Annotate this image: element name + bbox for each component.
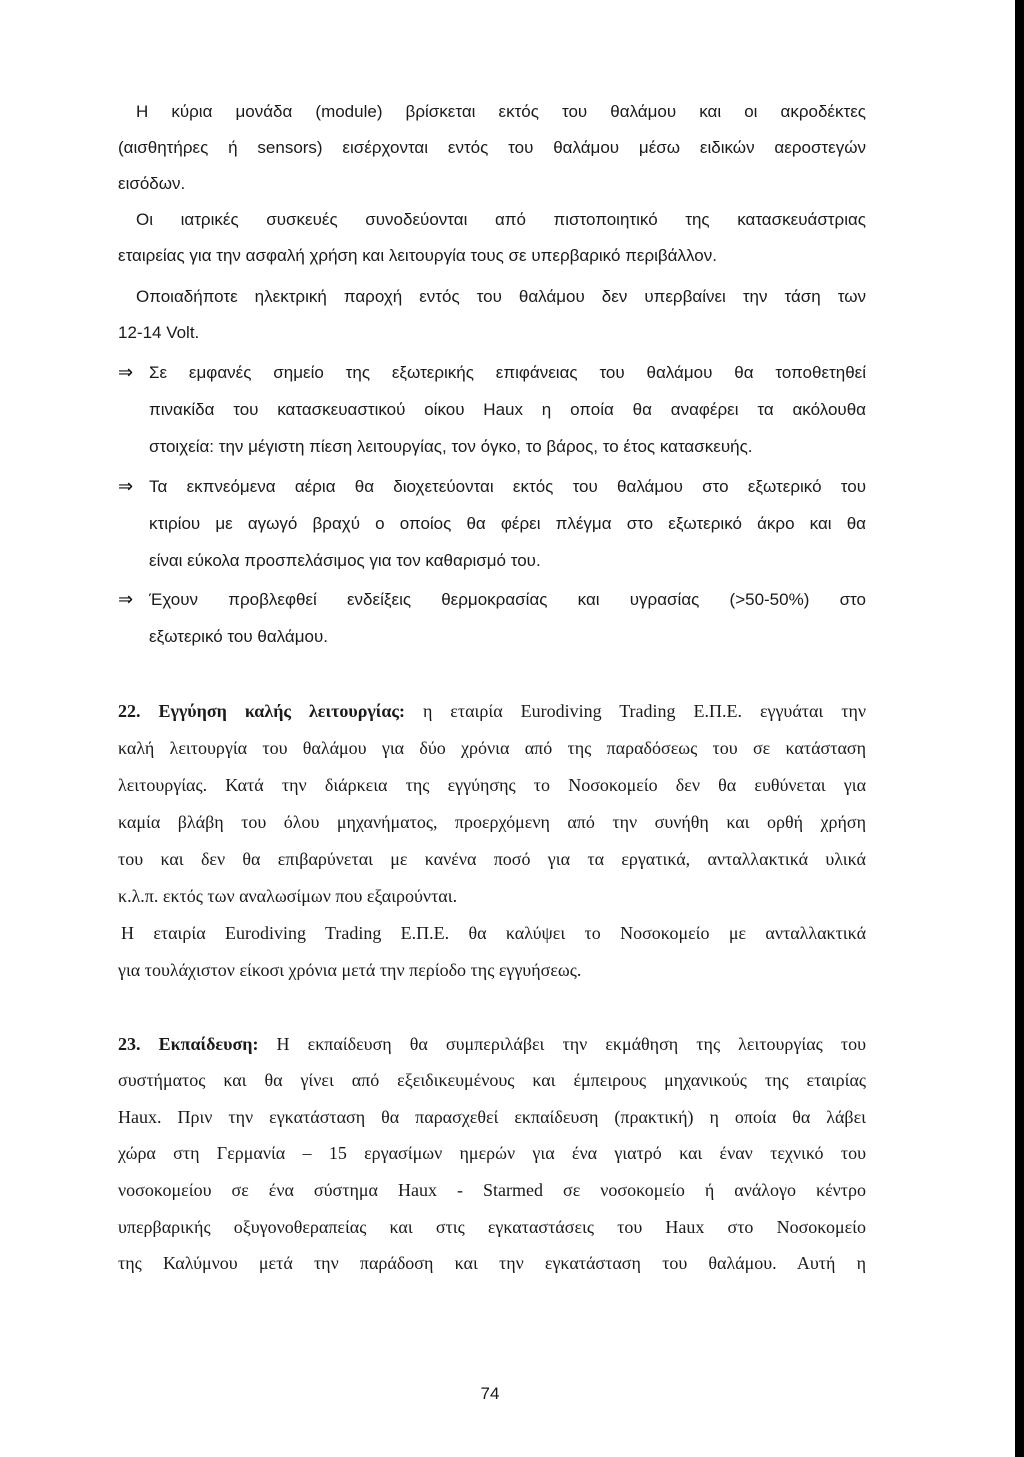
paragraph-line: κ.λ.π. εκτός των αναλωσίμων που εξαιρούνται. bbox=[118, 886, 458, 906]
paragraph-line: εισόδων. bbox=[118, 174, 186, 193]
bullet-line: στοιχεία: την μέγιστη πίεση λειτουργίας, τον όγκο, το βάρος, το έτος κατασκευής. bbox=[149, 437, 753, 456]
paragraph-line: Η κύρια μονάδα (module) βρίσκεται εκτός του θαλάμου και οι ακροδέκτες bbox=[136, 102, 866, 121]
paragraph-line: 12-14 Volt. bbox=[118, 323, 200, 342]
bullet-line: Τα εκπνεόμενα αέρια θα διοχετεύονται εκτός του θαλάμου στο εξωτερικό του bbox=[149, 477, 866, 496]
section-23-first-line bbox=[118, 1033, 866, 1055]
paragraph-line: Haux. Πριν την εγκατάσταση θα παρασχεθεί εκπαίδευση (πρακτική) η οποία θα λάβει bbox=[118, 1107, 866, 1127]
bullet-line: Έχουν προβλεφθεί ενδείξεις θερμοκρασίας και υγρασίας (>50-50%) στο bbox=[149, 590, 866, 609]
bullet-line: Σε εμφανές σημείο της εξωτερικής επιφάνειας του θαλάμου θα τοποθετηθεί bbox=[149, 363, 866, 382]
bullet-line: πινακίδα του κατασκευαστικού οίκου Haux η οποία θα αναφέρει τα ακόλουθα bbox=[149, 400, 866, 419]
section-22-heading: 22. Εγγύηση καλής λειτουργίας: bbox=[118, 701, 405, 721]
arrow-bullet-icon: ⇒ bbox=[118, 362, 134, 383]
section-22-text: η εταιρία Eurodiving Trading Ε.Π.Ε. εγγυάται την bbox=[404, 701, 866, 721]
paragraph-line: Οι ιατρικές συσκευές συνοδεύονται από πιστοποιητικό της κατασκευάστριας bbox=[136, 210, 866, 229]
arrow-bullet-icon: ⇒ bbox=[118, 589, 134, 610]
page-number: 74 bbox=[480, 1384, 500, 1403]
section-23-heading: 23. Εκπαίδευση: bbox=[118, 1034, 259, 1054]
paragraph-line: λειτουργίας. Κατά την διάρκεια της εγγύησης το Νοσοκομείο δεν θα ευθύνεται για bbox=[118, 775, 866, 795]
bullet-line: είναι εύκολα προσπελάσιμος για τον καθαρισμό του. bbox=[149, 551, 541, 570]
bullet-line: εξωτερικό του θαλάμου. bbox=[149, 627, 329, 646]
paragraph-line: Οποιαδήποτε ηλεκτρική παροχή εντός του θαλάμου δεν υπερβαίνει την τάση των bbox=[136, 287, 866, 306]
paragraph-line: υπερβαρικής οξυγονοθεραπείας και στις εγκαταστάσεις του Haux στο Νοσοκομείο bbox=[118, 1217, 866, 1237]
paragraph-line: νοσοκομείου σε ένα σύστημα Haux - Starmed σε νοσοκομείο ή ανάλογο κέντρο bbox=[118, 1180, 866, 1200]
scan-border bbox=[1015, 0, 1024, 1457]
paragraph-line: εταιρείας για την ασφαλή χρήση και λειτουργία τους σε υπερβαρικό περιβάλλον. bbox=[118, 246, 717, 265]
paragraph-line: καλή λειτουργία του θαλάμου για δύο χρόνια από της παραδόσεως του σε κατάσταση bbox=[118, 738, 866, 758]
paragraph-line: Η εταιρία Eurodiving Trading Ε.Π.Ε. θα καλύψει το Νοσοκομείο με ανταλλακτικά bbox=[121, 923, 866, 943]
paragraph-line: για τουλάχιστον είκοσι χρόνια μετά την περίοδο της εγγυήσεως. bbox=[118, 960, 582, 980]
section-23-text: Η εκπαίδευση θα συμπεριλάβει την εκμάθηση της λειτουργίας του bbox=[258, 1034, 867, 1054]
paragraph-line: (αισθητήρες ή sensors) εισέρχονται εντός του θαλάμου μέσω ειδικών αεροστεγών bbox=[118, 138, 866, 157]
paragraph-line: χώρα στη Γερμανία – 15 εργασίμων ημερών για ένα γιατρό και έναν τεχνικό του bbox=[118, 1143, 866, 1163]
paragraph-line: συστήματος και θα γίνει από εξειδικευμένους και έμπειρους μηχανικούς της εταιρίας bbox=[118, 1070, 866, 1090]
paragraph-line: της Καλύμνου μετά την παράδοση και την εγκατάσταση του θαλάμου. Αυτή η bbox=[118, 1253, 866, 1273]
paragraph-line: του και δεν θα επιβαρύνεται με κανένα ποσό για τα εργατικά, ανταλλακτικά υλικά bbox=[118, 849, 866, 869]
arrow-bullet-icon: ⇒ bbox=[118, 476, 134, 497]
bullet-line: κτιρίου με αγωγό βραχύ ο οποίος θα φέρει πλέγμα στο εξωτερικό άκρο και θα bbox=[149, 514, 866, 533]
paragraph-line: καμία βλάβη του όλου μηχανήματος, προερχόμενη από την συνήθη και ορθή χρήση bbox=[118, 812, 866, 832]
section-22-first-line bbox=[118, 700, 866, 722]
